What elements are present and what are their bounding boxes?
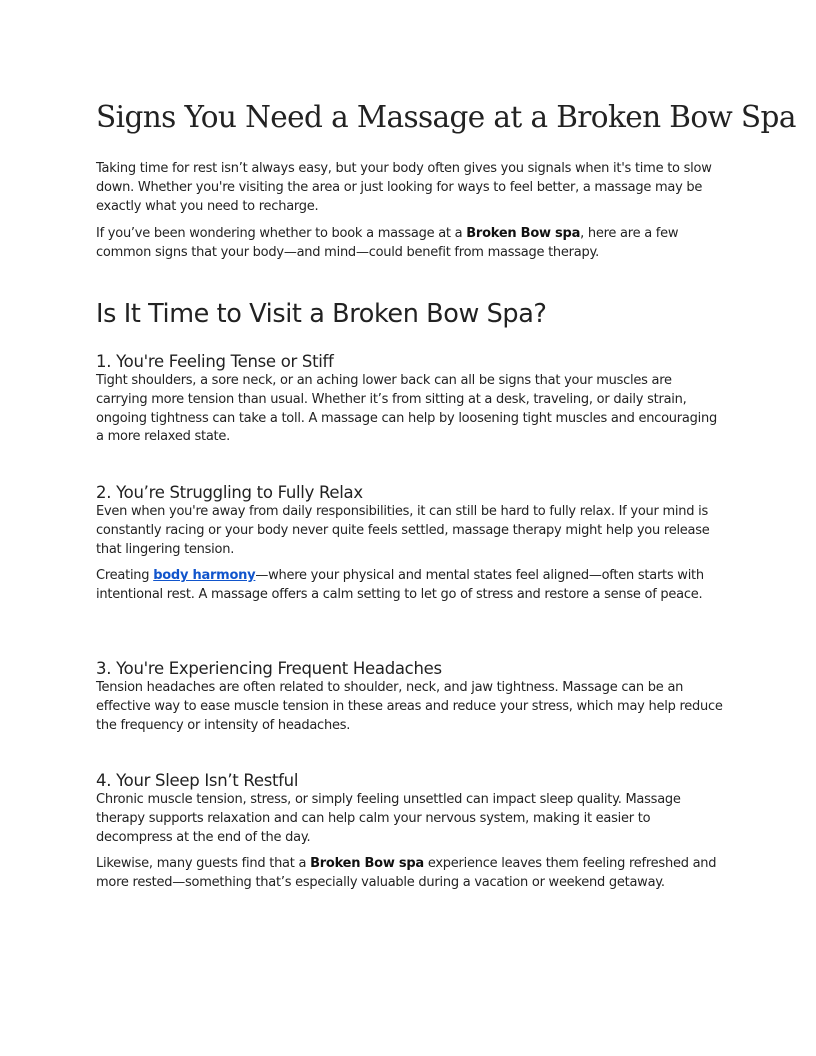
subsection-4-extra-after: experience leaves them feeling refreshed and more rested—something that’s especially valuable during a vacation or weekend getaway. xyxy=(96,856,717,890)
subsection-4-extra-paragraph xyxy=(96,855,724,893)
subsection-2-extra-paragraph xyxy=(96,567,724,605)
subsection-1-heading: 1. You're Feeling Tense or Stiff xyxy=(96,352,334,371)
subsection-3-heading: 3. You're Experiencing Frequent Headaches xyxy=(96,659,442,678)
subsection-4-heading: 4. Your Sleep Isn’t Restful xyxy=(96,771,299,790)
subsection-2-extra-before: Creating xyxy=(96,568,154,583)
subsection-4-extra-before: Likewise, many guests find that a xyxy=(96,856,311,871)
subsection-3-body: Tension headaches are often related to shoulder, neck, and jaw tightness. Massage can be an effective way to ease muscle tension in these areas and reduce your stress, which may help reduce the frequency or intensity of headaches. xyxy=(96,680,723,733)
section-heading: Is It Time to Visit a Broken Bow Spa? xyxy=(96,299,547,329)
page-title: Signs You Need a Massage at a Broken Bow Spa xyxy=(96,100,796,134)
subsection-2-extra-after: —where your physical and mental states feel aligned—often starts with intentional rest. A massage offers a calm setting to let go of stress and restore a sense of peace. xyxy=(96,568,704,602)
subsection-1-body: Tight shoulders, a sore neck, or an aching lower back can all be signs that your muscles are carrying more tension than usual. Whether it’s from sitting at a desk, traveling, or daily strain, ongoing tightness can take a toll. A massage can help by loosening tight muscles and encouraging a more relaxed state. xyxy=(96,373,717,445)
body-harmony-link[interactable]: body harmony xyxy=(153,568,256,583)
subsection-2-body: Even when you're away from daily responsibilities, it can still be hard to fully relax. If your mind is constantly racing or your body never quite feels settled, massage therapy might help you release that lingering tension. xyxy=(96,504,710,557)
intro-p2-bold-text: Broken Bow spa xyxy=(466,226,581,241)
intro-p2-text-before: If you’ve been wondering whether to book a massage at a xyxy=(96,226,467,241)
subsection-4-bold-text: Broken Bow spa xyxy=(310,856,424,871)
intro-p2-text-after: , here are a few common signs that your body—and mind—could benefit from massage therapy. xyxy=(96,226,679,260)
intro-paragraph-1: Taking time for rest isn’t always easy, but your body often gives you signals when it's time to slow down. Whether you're visiting the area or just looking for ways to feel better, a massage may be exactly what you need to recharge. xyxy=(96,161,712,214)
intro-paragraph-2 xyxy=(96,225,724,263)
subsection-2-heading: 2. You’re Struggling to Fully Relax xyxy=(96,483,363,502)
subsection-4-body: Chronic muscle tension, stress, or simply feeling unsettled can impact sleep quality. Massage therapy supports relaxation and can help calm your nervous system, making it easier to decompress at the end of the day. xyxy=(96,792,681,845)
